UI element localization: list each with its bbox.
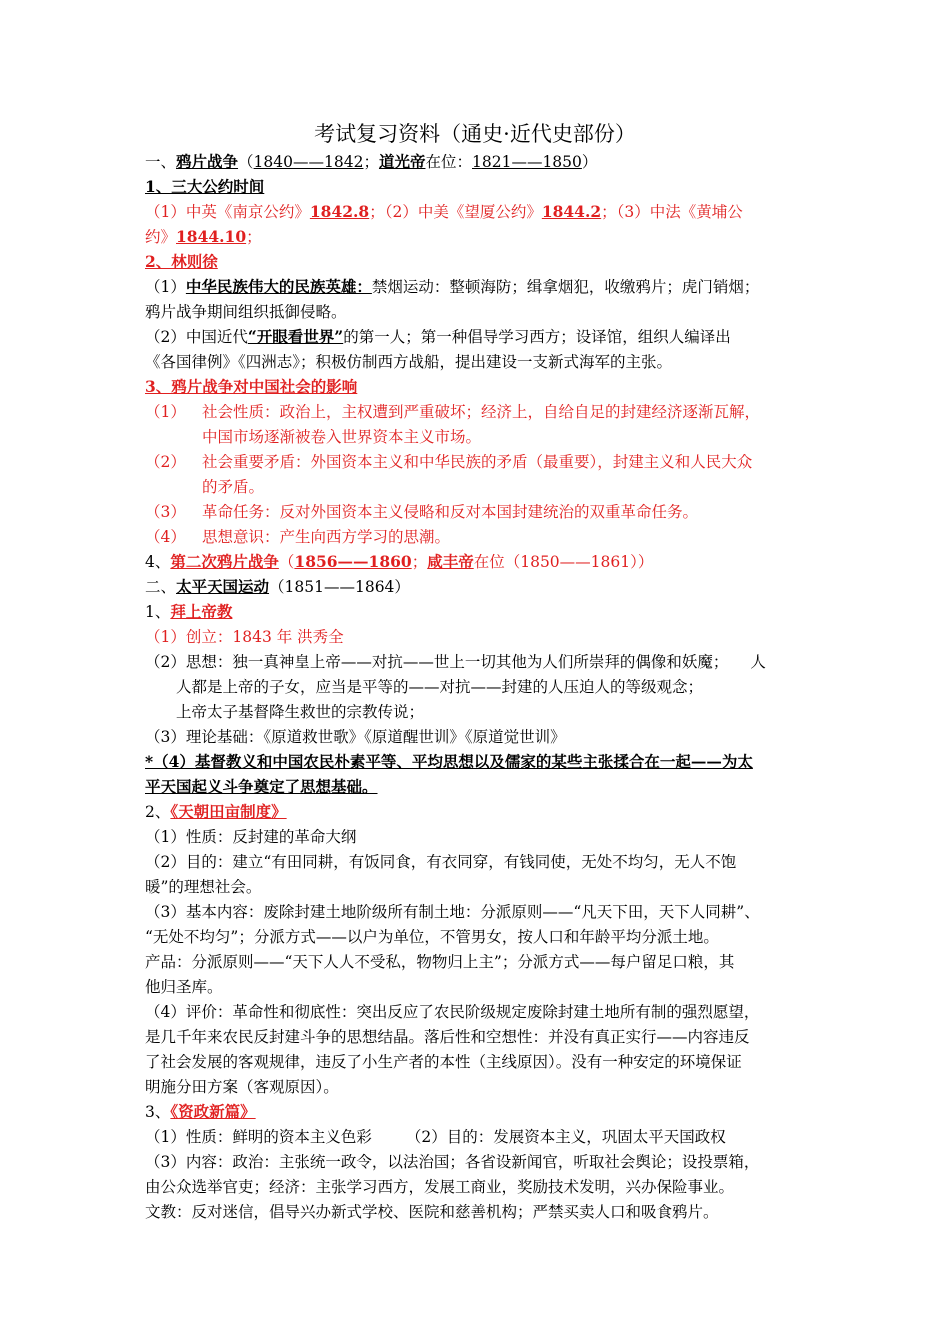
keyword: 《资政新篇》: [170, 1102, 256, 1121]
treaties-line-2: [145, 225, 262, 249]
punct: （: [238, 153, 254, 171]
item-text: 思想意识：产生向西方学习的思潮。: [202, 528, 451, 546]
section-topic: 太平天国运动: [176, 577, 270, 596]
impact-item-2-line-1: [145, 450, 752, 474]
punct: ）: [581, 153, 598, 171]
section-dates: （1851——1864）: [269, 578, 410, 596]
emperor-name: 咸丰帝: [427, 552, 474, 571]
keyword: “开眼看世界”: [247, 327, 344, 346]
bs-item-4-line-1: *（4）基督教义和中国农民朴素平等、平均思想以及儒家的某些主张揉合在一起——为太: [145, 752, 753, 771]
item-text: 革命任务：反对外国资本主义侵略和反对本国封建统治的双重革命任务。: [202, 503, 699, 521]
subheading-tianchao: [145, 800, 287, 824]
punct: 在位：: [425, 153, 472, 171]
second-opium-war-heading: [145, 550, 653, 574]
section-2-heading: [145, 575, 410, 599]
tc-item-4-line-2: 是几千年来农民反封建斗争的思想结晶。落后性和空想性：并没有真正实行——内容违反: [145, 1028, 750, 1046]
treaty-text: ；（2）中美《望厦公约》: [369, 203, 542, 221]
tc-item-1: （1）性质：反封建的革命大纲: [145, 828, 357, 846]
treaty-date: 1844.10: [176, 227, 247, 246]
treaty-text: 约》: [145, 228, 177, 246]
section-prefix: 二、: [145, 578, 177, 596]
subheading-lin-zexu: 2、林则徐: [145, 252, 218, 271]
subheading-impact: 3、鸦片战争对中国社会的影响: [145, 377, 358, 396]
item-text: 社会性质：政治上，主权遭到严重破坏；经济上，自给自足的封建经济逐渐瓦解，: [202, 403, 761, 421]
bs-item-2-line-2: 人都是上帝的子女，应当是平等的——对抗——封建的人压迫人的等级观念；: [176, 678, 704, 696]
reign-dates: 1821——1850: [472, 153, 582, 171]
impact-item-1-line-2: 中国市场逐渐被卷入世界资本主义市场。: [202, 428, 482, 446]
bs-item-2-line-3: 上帝太子基督降生救世的宗教传说；: [176, 703, 425, 721]
section-topic: 第二次鸦片战争: [170, 552, 279, 571]
reign-dates: 在位（1850——1861））: [473, 553, 654, 571]
tc-item-3-line-4: 他归圣库。: [145, 978, 223, 996]
tc-item-4-line-3: 了社会发展的客观规律，违反了小生产者的本性（主线原因）。没有一种安定的环境保证: [145, 1053, 742, 1071]
tc-item-3-line-1: （3）基本内容：废除封建土地阶级所有制土地：分派原则——“凡天下田，天下人同耕”、: [145, 903, 760, 921]
punct: ；: [411, 553, 428, 571]
treaty-date: 1842.8: [309, 202, 370, 221]
section-prefix: 一、: [145, 153, 177, 171]
item-number: 1、: [145, 603, 171, 621]
treaties-line-1: [145, 200, 743, 224]
item-text: 社会重要矛盾：外国资本主义和中华民族的矛盾（最重要），封建主义和人民大众: [202, 453, 753, 471]
treaty-text: （1）中英《南京公约》: [145, 203, 310, 221]
subheading-zizheng: [145, 1100, 256, 1124]
item-number: （1）: [145, 278, 186, 296]
item-number: （4）: [145, 528, 186, 546]
item-number: 3、: [145, 1103, 171, 1121]
tc-item-2-line-2: 暖”的理想社会。: [145, 878, 262, 896]
lin-item-1-line-2: 鸦片战争期间组织抵御侵略。: [145, 303, 347, 321]
keyword: 中华民族伟大的民族英雄：: [185, 277, 372, 296]
lin-item-2-line-2: 《各国律例》《四洲志》；积极仿制西方战船，提出建设一支新式海军的主张。: [145, 353, 673, 371]
bs-item-3: （3）理论基础：《原道救世歌》《原道醒世训》《原道觉世训》: [145, 728, 566, 746]
item-number: （1）: [145, 403, 186, 421]
war-dates: 1856——1860: [294, 552, 412, 571]
impact-item-1-line-1: [145, 400, 760, 424]
bs-item-4-line-2: 平天国起义斗争奠定了思想基础。: [145, 777, 378, 796]
keyword: 拜上帝教: [170, 602, 233, 621]
treaty-text: ；（3）中法《黄埔公: [601, 203, 743, 221]
keyword: 《天朝田亩制度》: [170, 802, 287, 821]
bs-item-2-line-1: [145, 650, 766, 674]
impact-item-3: [145, 500, 698, 524]
tc-item-3-line-2: “无处不均匀”；分派方式——以户为单位，不管男女，按人口和年龄平均分派土地。: [145, 928, 719, 946]
punct: ；: [363, 153, 379, 171]
item-text: （2）目的：发展资本主义，巩固太平天国政权: [405, 1128, 726, 1146]
impact-item-4: [145, 525, 450, 549]
zz-item-3-line-2: 由公众选举官吏；经济：主张学习西方，发展工商业，奖励技术发明，兴办保险事业。: [145, 1178, 735, 1196]
item-text: 的第一人；第一种倡导学习西方；设译馆，组织人编译出: [343, 328, 731, 346]
subheading-treaties: 1、三大公约时间: [145, 177, 265, 196]
item-text: 人: [750, 653, 766, 671]
subheading-bai-shangdi: [145, 600, 232, 624]
page-title: 考试复习资料（通史·近代史部份）: [314, 122, 636, 146]
zz-item-3-line-1: （3）内容：政治：主张统一政令，以法治国；各省设新闻官，听取社会舆论；设投票箱，: [145, 1153, 760, 1171]
item-number: （2）: [145, 453, 186, 471]
item-number: 4、: [145, 553, 171, 571]
lin-item-2-line-1: [145, 325, 731, 349]
tc-item-3-line-3: 产品：分派原则——“天下人人不受私，物物归上主”；分派方式——每户留足口粮，其: [145, 953, 735, 971]
war-dates: 1840——1842: [253, 153, 364, 171]
bs-item-1: （1）创立：1843 年 洪秀全: [145, 628, 344, 646]
impact-item-2-line-2: 的矛盾。: [202, 478, 265, 496]
tc-item-4-line-1: （4）评价：革命性和彻底性：突出反应了农民阶级规定废除封建土地所有制的强烈愿望，: [145, 1003, 760, 1021]
item-text: （2）思想：独一真神皇上帝——对抗——世上一切其他为人们所崇拜的偶像和妖魔；: [145, 653, 729, 671]
treaty-date: 1844.2: [541, 202, 602, 221]
item-number: （3）: [145, 503, 186, 521]
punct: （: [278, 553, 295, 571]
tc-item-4-line-4: 明施分田方案（客观原因）。: [145, 1078, 339, 1096]
section-1-heading: [145, 150, 597, 174]
zz-item-3-line-3: 文教：反对迷信，倡导兴办新式学校、医院和慈善机构；严禁买卖人口和吸食鸦片。: [145, 1203, 719, 1221]
treaty-text: ；: [246, 228, 262, 246]
tc-item-2-line-1: （2）目的：建立“有田同耕，有饭同食，有衣同穿，有钱同使，无处不均匀，无人不饱: [145, 853, 737, 871]
lin-item-1-line-1: [145, 275, 759, 299]
emperor-name: 道光帝: [378, 152, 426, 171]
section-topic: 鸦片战争: [176, 152, 239, 171]
item-text: （2）中国近代: [145, 328, 248, 346]
item-text: 禁烟运动：整顿海防；缉拿烟犯，收缴鸦片；虎门销烟；: [371, 278, 760, 296]
item-number: 2、: [145, 803, 171, 821]
item-text: （1）性质：鲜明的资本主义色彩: [145, 1128, 372, 1146]
zz-items-1-2: [145, 1125, 726, 1149]
